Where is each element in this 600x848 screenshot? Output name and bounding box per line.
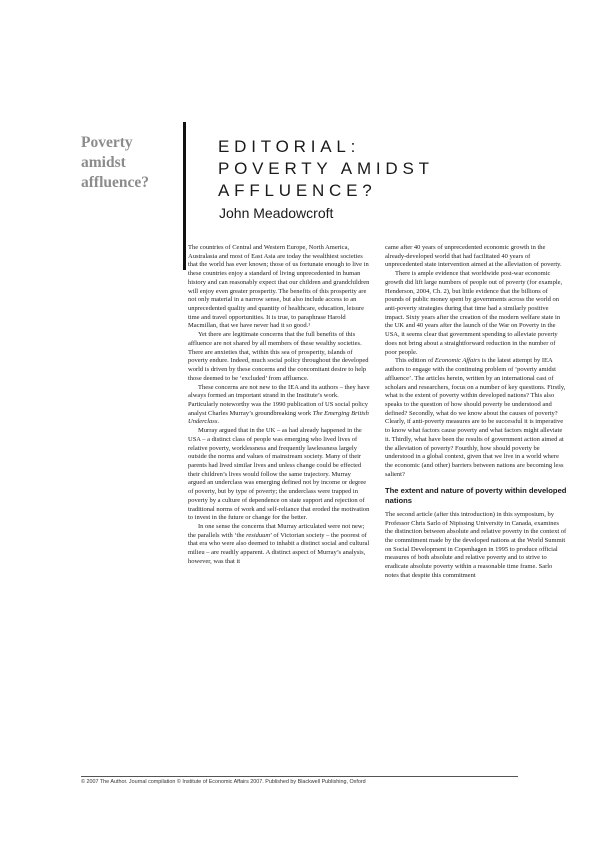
paragraph: Yet there are legitimate concerns that the full benefits of this affluence are not shared by all members of these wealthy societies. There are anxieties that, within this sea of prosperity, islands of poverty endure. Indeed, much social policy throughout the developed world is driven by these concerns and the concomitant desire to help those deemed to be ‘excluded’ from affluence. xyxy=(188,331,369,382)
paragraph-text: . xyxy=(217,418,219,426)
paragraph xyxy=(188,384,370,428)
body-column-left xyxy=(188,244,370,776)
paragraph: came after 40 years of unprecedented economic growth in the already-developed world that had facilitated 40 years of unprecedented state intervention aimed at the alleviation of poverty. xyxy=(385,244,562,269)
paragraph-text: These concerns are not new to the IEA and its authors – they have always formed an important strand in the Institute’s work. Particularly noteworthy was the 1990 publication of US social policy analyst Charles Murray’s groundbreaking work xyxy=(188,383,370,417)
author-name: John Meadowcroft xyxy=(219,205,334,221)
journal-title: Economic Affairs xyxy=(434,357,481,365)
footer-rule xyxy=(81,776,518,777)
section-heading: The extent and nature of poverty within developed nations xyxy=(385,486,567,505)
paragraph: Murray argued that in the UK – as had already happened in the USA – a distinct class of people was emerging who lived lives of relative poverty, worklessness and frequently lawlessness largely outside the norms and values of mainstream society. Many of their parents had lived similar lives and unless change could be effected their children’s lives would follow the same trajectory. Murray argued an underclass was emerging defined not by income or degree of poverty, but by type of poverty; the underclass were trapped in poverty by a culture of dependence on state support and rejection of traditional norms of work and self-reliance that eroded the motivation to invest in the future or change for the better. xyxy=(188,427,370,522)
paragraph-text: is the latest attempt by IEA authors to engage with the continuing problem of ‘poverty amidst affluence’. The articles herein, written by an international cast of scholars and researchers, focus on a number of key questions. Firstly, what is the extent of poverty within developed nations? This also speaks to the question of how should poverty be understood and defined? Secondly, what do we know about the causes of poverty? Clearly, if anti-poverty measures are to be successful it is imperative to know what factors cause poverty and what factors might alleviate it. Thirdly, what have been the results of government action aimed at the alleviation of poverty? Fourthly, how should poverty be understood in a global context, given that we live in a world where the economic (and other) barriers between nations are becoming less salient? xyxy=(385,357,566,478)
paragraph: The countries of Central and Western Europe, North America, Australasia and most of East Asia are today the wealthiest societies that the world has ever known; those of us fortunate enough to live in these countries enjoy a standard of living unprecedented in human history and can reasonably expect that our children and grandchildren will enjoy even greater prosperity. The benefits of this prosperity are not only material in a narrow sense, but also include access to an unprecedented quality and quantity of healthcare, education, leisure time and travel opportunities. It is true, to paraphrase Harold Macmillan, that we have never had it so good.¹ xyxy=(188,244,370,330)
paragraph-text: ’ of Victorian society – the poorest of that era who were also deemed to inhabit a distinct social and cultural milieu – are readily apparent. A distinct aspect of Murray’s analysis, however, was that it xyxy=(188,531,370,565)
italic-term: residuum xyxy=(246,531,271,539)
paragraph-text: In one sense the concerns that Murray articulated were not new; the parallels with ‘the xyxy=(188,523,365,539)
book-title: The Emerging British Underclass xyxy=(188,409,369,426)
headline-line-2: POVERTY AMIDST xyxy=(218,159,434,178)
copyright-footer: © 2007 The Author. Journal compilation © Institute of Economic Affairs 2007. Published by Blackwell Publishing, Oxford xyxy=(81,779,366,785)
paragraph xyxy=(188,523,370,567)
section-title: Poverty amidst affluence? xyxy=(81,134,150,191)
paragraph-text: This edition of xyxy=(395,357,435,365)
body-column-right xyxy=(385,244,567,776)
paragraph: The second article (after this introduction) in this symposium, by Professor Chris Sarlo of Nipissing University in Canada, examines the distinction between absolute and relative poverty in the context of the commitment made by the developed nations at the World Summit on Social Development in Copenhagen in 1995 to produce official measures of both absolute and relative poverty and to strive to eradicate absolute poverty within a reasonable time frame. Sarlo notes that despite this commitment xyxy=(385,510,567,579)
article-headline xyxy=(218,136,518,202)
paragraph: There is ample evidence that worldwide post-war economic growth did lift large numbers of people out of poverty (for example, Henderson, 2004, Ch. 2), but little evidence that the billions of pounds of public money spent by governments across the world on anti-poverty strategies during that time had a similarly positive impact. Sixty years after the creation of the modern welfare state in the UK and 40 years after the launch of the War on Poverty in the USA, it seems clear that government spending to alleviate poverty does not bring about a straightforward reduction in the number of poor people. xyxy=(385,270,563,356)
headline-line-1: EDITORIAL: xyxy=(218,137,361,156)
headline-line-3: AFFLUENCE? xyxy=(218,181,377,200)
paragraph xyxy=(385,357,567,479)
column-rule xyxy=(183,244,184,266)
